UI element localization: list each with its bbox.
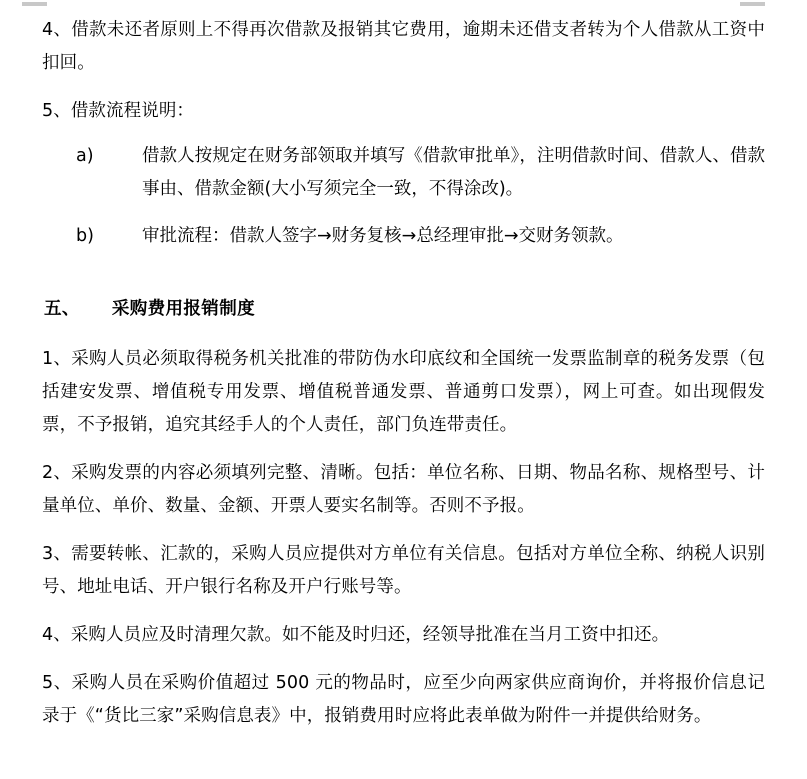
purchase-clause-2-invoice-contents: 2、采购发票的内容必须填列完整、清晰。包括：单位名称、日期、物品名称、规格型号、计量单位、单价、数量、金额、开票人要实名制等。否则不予报。 [42,463,765,516]
section-heading-purchase-reimbursement [44,293,765,326]
subclause-a-text: 借款人按规定在财务部领取并填写《借款审批单》，注明借款时间、借款人、借款事由、借款金额(大小写须完全一致，不得涂改)。 [142,146,765,199]
section-heading-title: 采购费用报销制度 [111,299,256,319]
subclause-b-approval-flow [76,220,765,253]
clause-4-loan-unpaid: 4、借款未还者原则上不得再次借款及报销其它费用，逾期未还借支者转为个人借款从工资中扣回。 [42,20,765,73]
section-heading-number: 五、 [44,299,80,319]
subclause-a-loan-form [76,140,765,206]
subclause-marker-a: a) [76,146,94,166]
loan-process-sublist [42,140,765,253]
section-spacer [42,253,765,259]
purchase-clause-4-clear-arrears: 4、采购人员应及时清理欠款。如不能及时归还，经领导批准在当月工资中扣还。 [42,625,670,645]
purchase-clause-1-invoice-requirements: 1、采购人员必须取得税务机关批准的带防伪水印底纹和全国统一发票监制章的税务发票（包括建安发票、增值税专用发票、增值税普通发票、普通剪口发票），网上可查。如出现假发票，不予报销，追究其经手人的个人责任，部门负连带责任。 [42,349,765,435]
subclause-marker-b: b) [76,226,94,246]
clause-5-loan-process-intro: 5、借款流程说明： [42,101,195,121]
subclause-b-text: 审批流程：借款人签字→财务复核→总经理审批→交财务领款。 [142,226,624,246]
purchase-clause-5-three-quotes: 5、采购人员在采购价值超过 500 元的物品时，应至少向两家供应商询价，并将报价信息记录于《“货比三家”采购信息表》中，报销费用时应将此表单做为附件一并提供给财务。 [42,673,765,726]
purchase-clause-3-transfer-info: 3、需要转帐、汇款的，采购人员应提供对方单位有关信息。包括对方单位全称、纳税人识别号、地址电话、开户银行名称及开户行账号等。 [42,544,765,597]
